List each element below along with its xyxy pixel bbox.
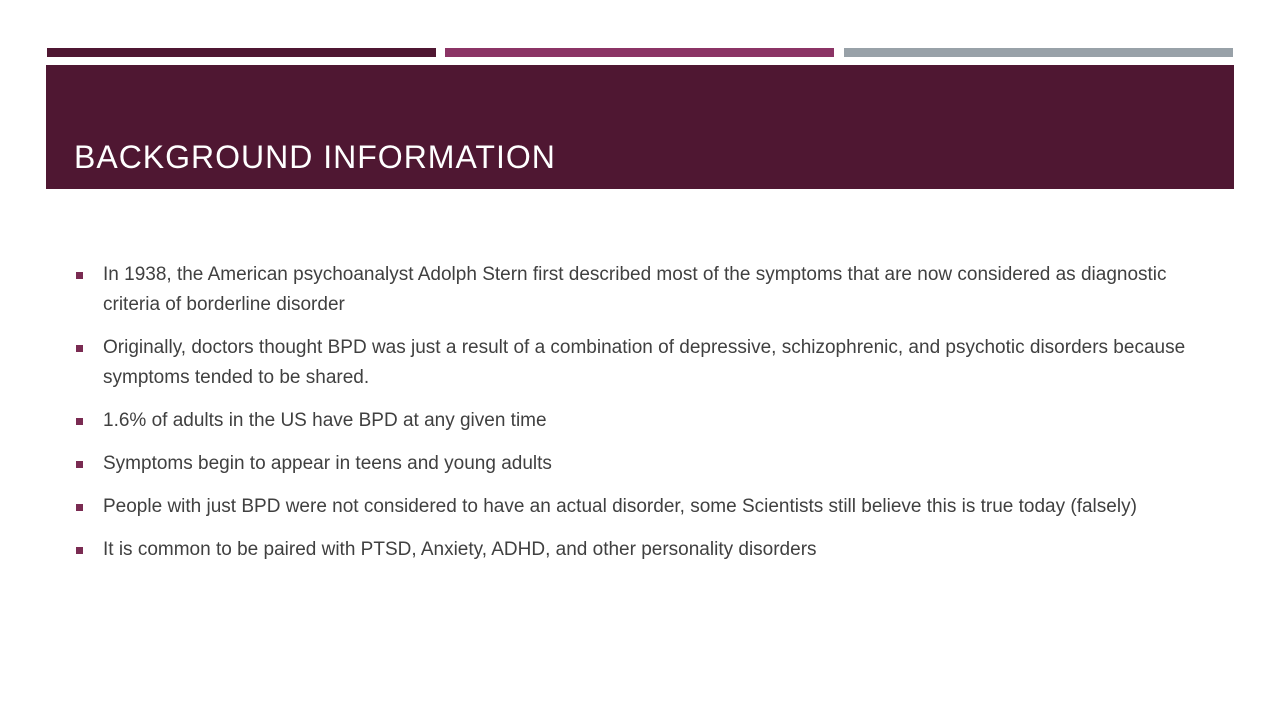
accent-bar-plum <box>445 48 834 57</box>
square-bullet-icon <box>76 461 83 468</box>
slide-title: BACKGROUND INFORMATION <box>74 139 556 175</box>
bullet-text: 1.6% of adults in the US have BPD at any given time <box>103 410 547 431</box>
square-bullet-icon <box>76 418 83 425</box>
bullet-text: Symptoms begin to appear in teens and young adults <box>103 453 552 474</box>
square-bullet-icon <box>76 345 83 352</box>
bullet-item <box>76 406 1216 436</box>
accent-bar-dark <box>47 48 436 57</box>
bullet-text: In 1938, the American psychoanalyst Adolph Stern first described most of the symptoms that are now considered as diagnostic criteria of borderline disorder <box>103 264 1167 315</box>
bullet-item <box>76 535 1216 565</box>
bullet-item <box>76 449 1216 479</box>
bullet-text: It is common to be paired with PTSD, Anxiety, ADHD, and other personality disorders <box>103 539 817 560</box>
accent-bar-gray <box>844 48 1233 57</box>
square-bullet-icon <box>76 504 83 511</box>
square-bullet-icon <box>76 272 83 279</box>
bullet-item <box>76 492 1216 522</box>
bullet-item <box>76 333 1216 393</box>
title-band <box>46 65 1234 189</box>
square-bullet-icon <box>76 547 83 554</box>
bullet-text: Originally, doctors thought BPD was just a result of a combination of depressive, schizophrenic, and psychotic disorders because symptoms tended to be shared. <box>103 337 1186 388</box>
bullet-item <box>76 260 1216 320</box>
bullet-text: People with just BPD were not considered to have an actual disorder, some Scientists still believe this is true today (falsely) <box>103 496 1137 517</box>
bullet-list <box>76 260 1216 578</box>
